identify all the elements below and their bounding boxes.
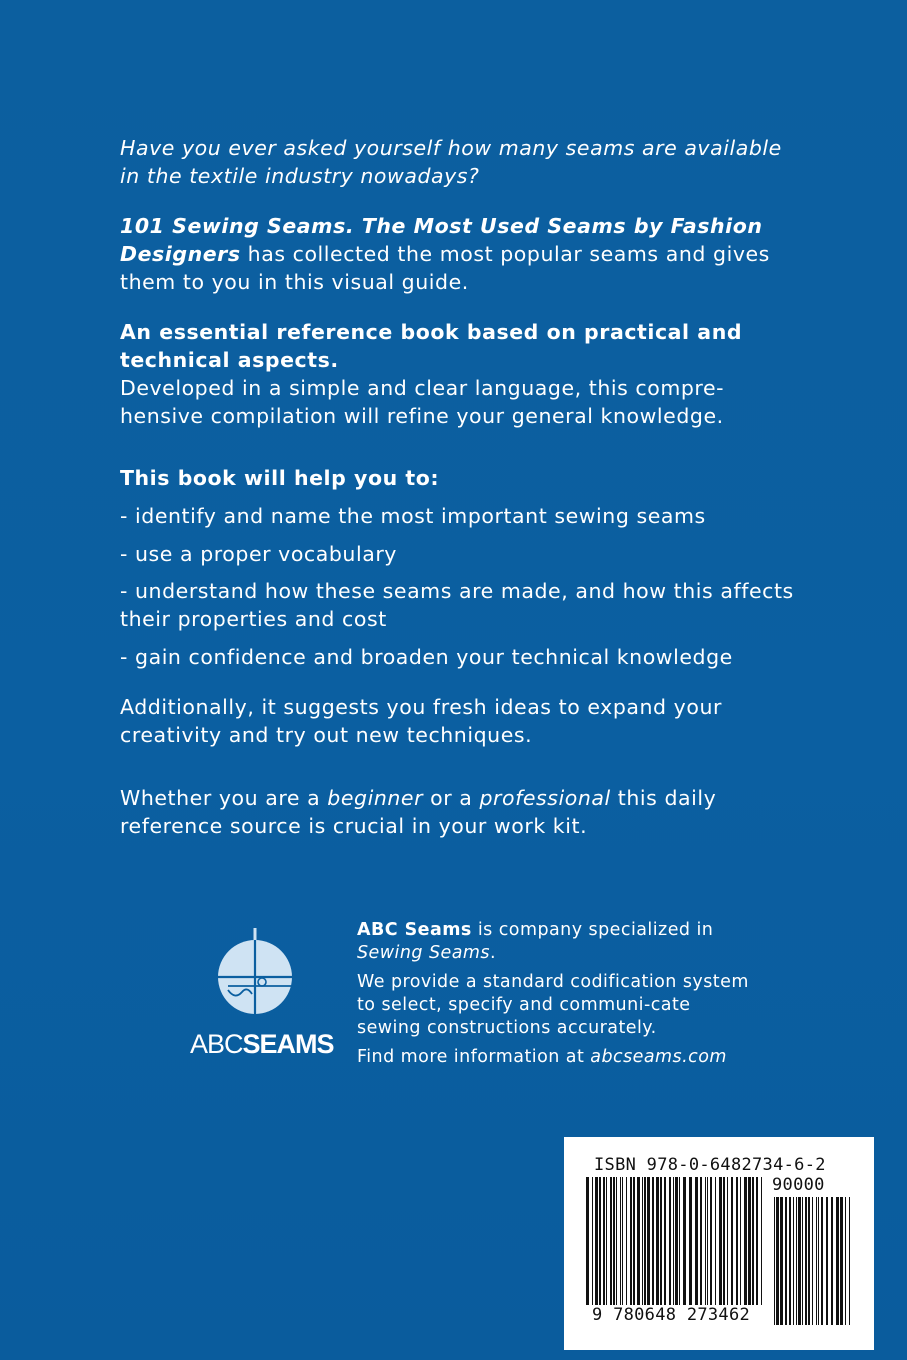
barcode-bar bbox=[622, 1177, 623, 1305]
barcode-bar bbox=[774, 1197, 775, 1325]
find-more-label: Find more information at bbox=[357, 1047, 591, 1067]
book-description bbox=[120, 212, 800, 296]
logo-wordmark: ABCSEAMS bbox=[190, 1029, 334, 1059]
barcode-bar bbox=[669, 1177, 671, 1305]
barcode-bar bbox=[798, 1197, 801, 1325]
intro-question bbox=[120, 134, 800, 190]
barcode-bar bbox=[637, 1177, 640, 1305]
barcode-bar bbox=[695, 1177, 698, 1305]
barcode-bar bbox=[752, 1177, 754, 1305]
barcode-bar bbox=[595, 1177, 598, 1305]
barcode-bar bbox=[731, 1177, 733, 1305]
barcode-bar bbox=[683, 1177, 686, 1305]
book-description-text bbox=[120, 212, 800, 296]
barcode-bar bbox=[679, 1177, 680, 1305]
company-provide bbox=[357, 971, 757, 1040]
barcode-bar bbox=[736, 1177, 738, 1305]
company-description bbox=[357, 919, 757, 965]
essential-body: Developed in a simple and clear language, this compre-hensive compilation will refine your general knowledge. bbox=[120, 376, 725, 428]
help-heading-text: This book will help you to: bbox=[120, 466, 440, 490]
barcode-addon-label: 90000 bbox=[772, 1175, 825, 1195]
company-desc: is company specialized in bbox=[471, 920, 714, 940]
barcode-bar bbox=[816, 1197, 817, 1325]
barcode-bar bbox=[675, 1177, 678, 1305]
barcode-bar bbox=[831, 1197, 833, 1325]
whether-text bbox=[120, 784, 800, 840]
barcode-bar bbox=[793, 1197, 794, 1325]
barcode-bar bbox=[707, 1177, 708, 1305]
company-find-more-text bbox=[357, 1046, 757, 1069]
barcode-bar bbox=[689, 1177, 692, 1305]
barcode-bar bbox=[626, 1177, 627, 1305]
isbn-label: ISBN 978-0-6482734-6-2 bbox=[594, 1155, 826, 1175]
barcode-bar bbox=[789, 1197, 791, 1325]
company-name: ABC Seams bbox=[357, 920, 472, 940]
barcode-bar bbox=[818, 1197, 819, 1325]
barcode-bar bbox=[599, 1177, 601, 1305]
barcode-bar bbox=[756, 1177, 758, 1305]
barcode-bar bbox=[700, 1177, 702, 1305]
barcode-bar bbox=[592, 1177, 593, 1305]
barcode-bar bbox=[761, 1177, 762, 1305]
barcode-bar bbox=[802, 1197, 803, 1325]
whether-part-3: this daily reference source is crucial in your work kit. bbox=[120, 786, 717, 838]
barcode-bar bbox=[785, 1197, 787, 1325]
barcode-bar bbox=[723, 1177, 725, 1305]
help-item-text: - understand how these seams are made, and how this affects their properties and cost bbox=[120, 579, 794, 631]
barcode-bar bbox=[748, 1177, 751, 1305]
intro-question-text: Have you ever asked yourself how many seams are available in the textile industry nowadays? bbox=[120, 136, 782, 188]
barcode-bar bbox=[660, 1177, 662, 1305]
whether-part-2: or a bbox=[423, 786, 480, 810]
essential-heading: An essential reference book based on practical and technical aspects. bbox=[120, 320, 743, 372]
barcode-bar bbox=[812, 1197, 813, 1325]
barcode-bar bbox=[613, 1177, 615, 1305]
company-provide-text: We provide a standard codification system to select, specify and communi-cate sewing constructions accurately. bbox=[357, 972, 749, 1038]
barcode-bar bbox=[840, 1197, 843, 1325]
help-heading bbox=[120, 464, 800, 492]
barcode-bar bbox=[633, 1177, 635, 1305]
barcode-bar bbox=[845, 1197, 846, 1325]
barcode-bar bbox=[796, 1197, 797, 1325]
company-website: abcseams.com bbox=[590, 1047, 727, 1067]
barcode-bar bbox=[710, 1177, 712, 1305]
barcode-bar bbox=[644, 1177, 646, 1305]
needle-circle-icon bbox=[188, 924, 334, 1059]
barcode-bar bbox=[821, 1197, 823, 1325]
barcode-bar bbox=[727, 1177, 728, 1305]
barcode-main-bars bbox=[586, 1177, 766, 1305]
barcode-bar bbox=[705, 1177, 706, 1305]
barcode-bar bbox=[616, 1177, 617, 1305]
book-title-followup: has collected the most popular seams and gives them to you in this visual guide. bbox=[120, 242, 770, 294]
help-item-text: - gain confidence and broaden your technical knowledge bbox=[120, 645, 733, 669]
whether-paragraph bbox=[120, 784, 800, 840]
professional-word: professional bbox=[479, 786, 611, 810]
additionally-text: Additionally, it suggests you fresh ideas to expand your creativity and try out new techniques. bbox=[120, 695, 722, 747]
barcode-bar bbox=[652, 1177, 654, 1305]
company-specialty: Sewing Seams bbox=[357, 943, 490, 963]
barcode-digits: 9 780648 273462 bbox=[592, 1305, 751, 1325]
help-list-item bbox=[120, 502, 800, 530]
barcode-bar bbox=[647, 1177, 650, 1305]
barcode-bar bbox=[780, 1197, 783, 1325]
isbn-barcode bbox=[564, 1137, 874, 1350]
abc-seams-logo bbox=[188, 924, 334, 1059]
barcode-bar bbox=[586, 1177, 589, 1305]
barcode-addon-bars bbox=[774, 1197, 852, 1325]
barcode-bar bbox=[808, 1197, 810, 1325]
barcode-bar bbox=[603, 1177, 605, 1305]
barcode-bar bbox=[744, 1177, 747, 1305]
barcode-bar bbox=[610, 1177, 612, 1305]
help-list-item bbox=[120, 540, 800, 568]
barcode-bar bbox=[664, 1177, 666, 1305]
help-list-item bbox=[120, 643, 800, 671]
barcode-bar bbox=[620, 1177, 621, 1305]
essential-section bbox=[120, 318, 800, 430]
whether-part-1: Whether you are a bbox=[120, 786, 328, 810]
company-specialty-end: . bbox=[489, 943, 496, 963]
barcode-bar bbox=[776, 1197, 779, 1325]
barcode-bar bbox=[849, 1197, 850, 1325]
barcode-bar bbox=[673, 1177, 674, 1305]
barcode-bar bbox=[715, 1177, 716, 1305]
help-list-item bbox=[120, 577, 800, 633]
barcode-bar bbox=[630, 1177, 632, 1305]
barcode-bar bbox=[805, 1197, 807, 1325]
help-item-text: - use a proper vocabulary bbox=[120, 542, 397, 566]
barcode-bar bbox=[836, 1197, 839, 1325]
beginner-word: beginner bbox=[327, 786, 424, 810]
barcode-bar bbox=[642, 1177, 643, 1305]
barcode-bar bbox=[826, 1197, 828, 1325]
additionally-paragraph bbox=[120, 693, 800, 749]
help-item-text: - identify and name the most important sewing seams bbox=[120, 504, 706, 528]
barcode-bar bbox=[740, 1177, 741, 1305]
company-description-text bbox=[357, 919, 757, 965]
barcode-bar bbox=[656, 1177, 659, 1305]
book-title: 101 Sewing Seams. The Most Used Seams by Fashion Designers bbox=[120, 214, 763, 266]
barcode-bar bbox=[606, 1177, 607, 1305]
company-find-more bbox=[357, 1046, 757, 1069]
barcode-bar bbox=[719, 1177, 722, 1305]
